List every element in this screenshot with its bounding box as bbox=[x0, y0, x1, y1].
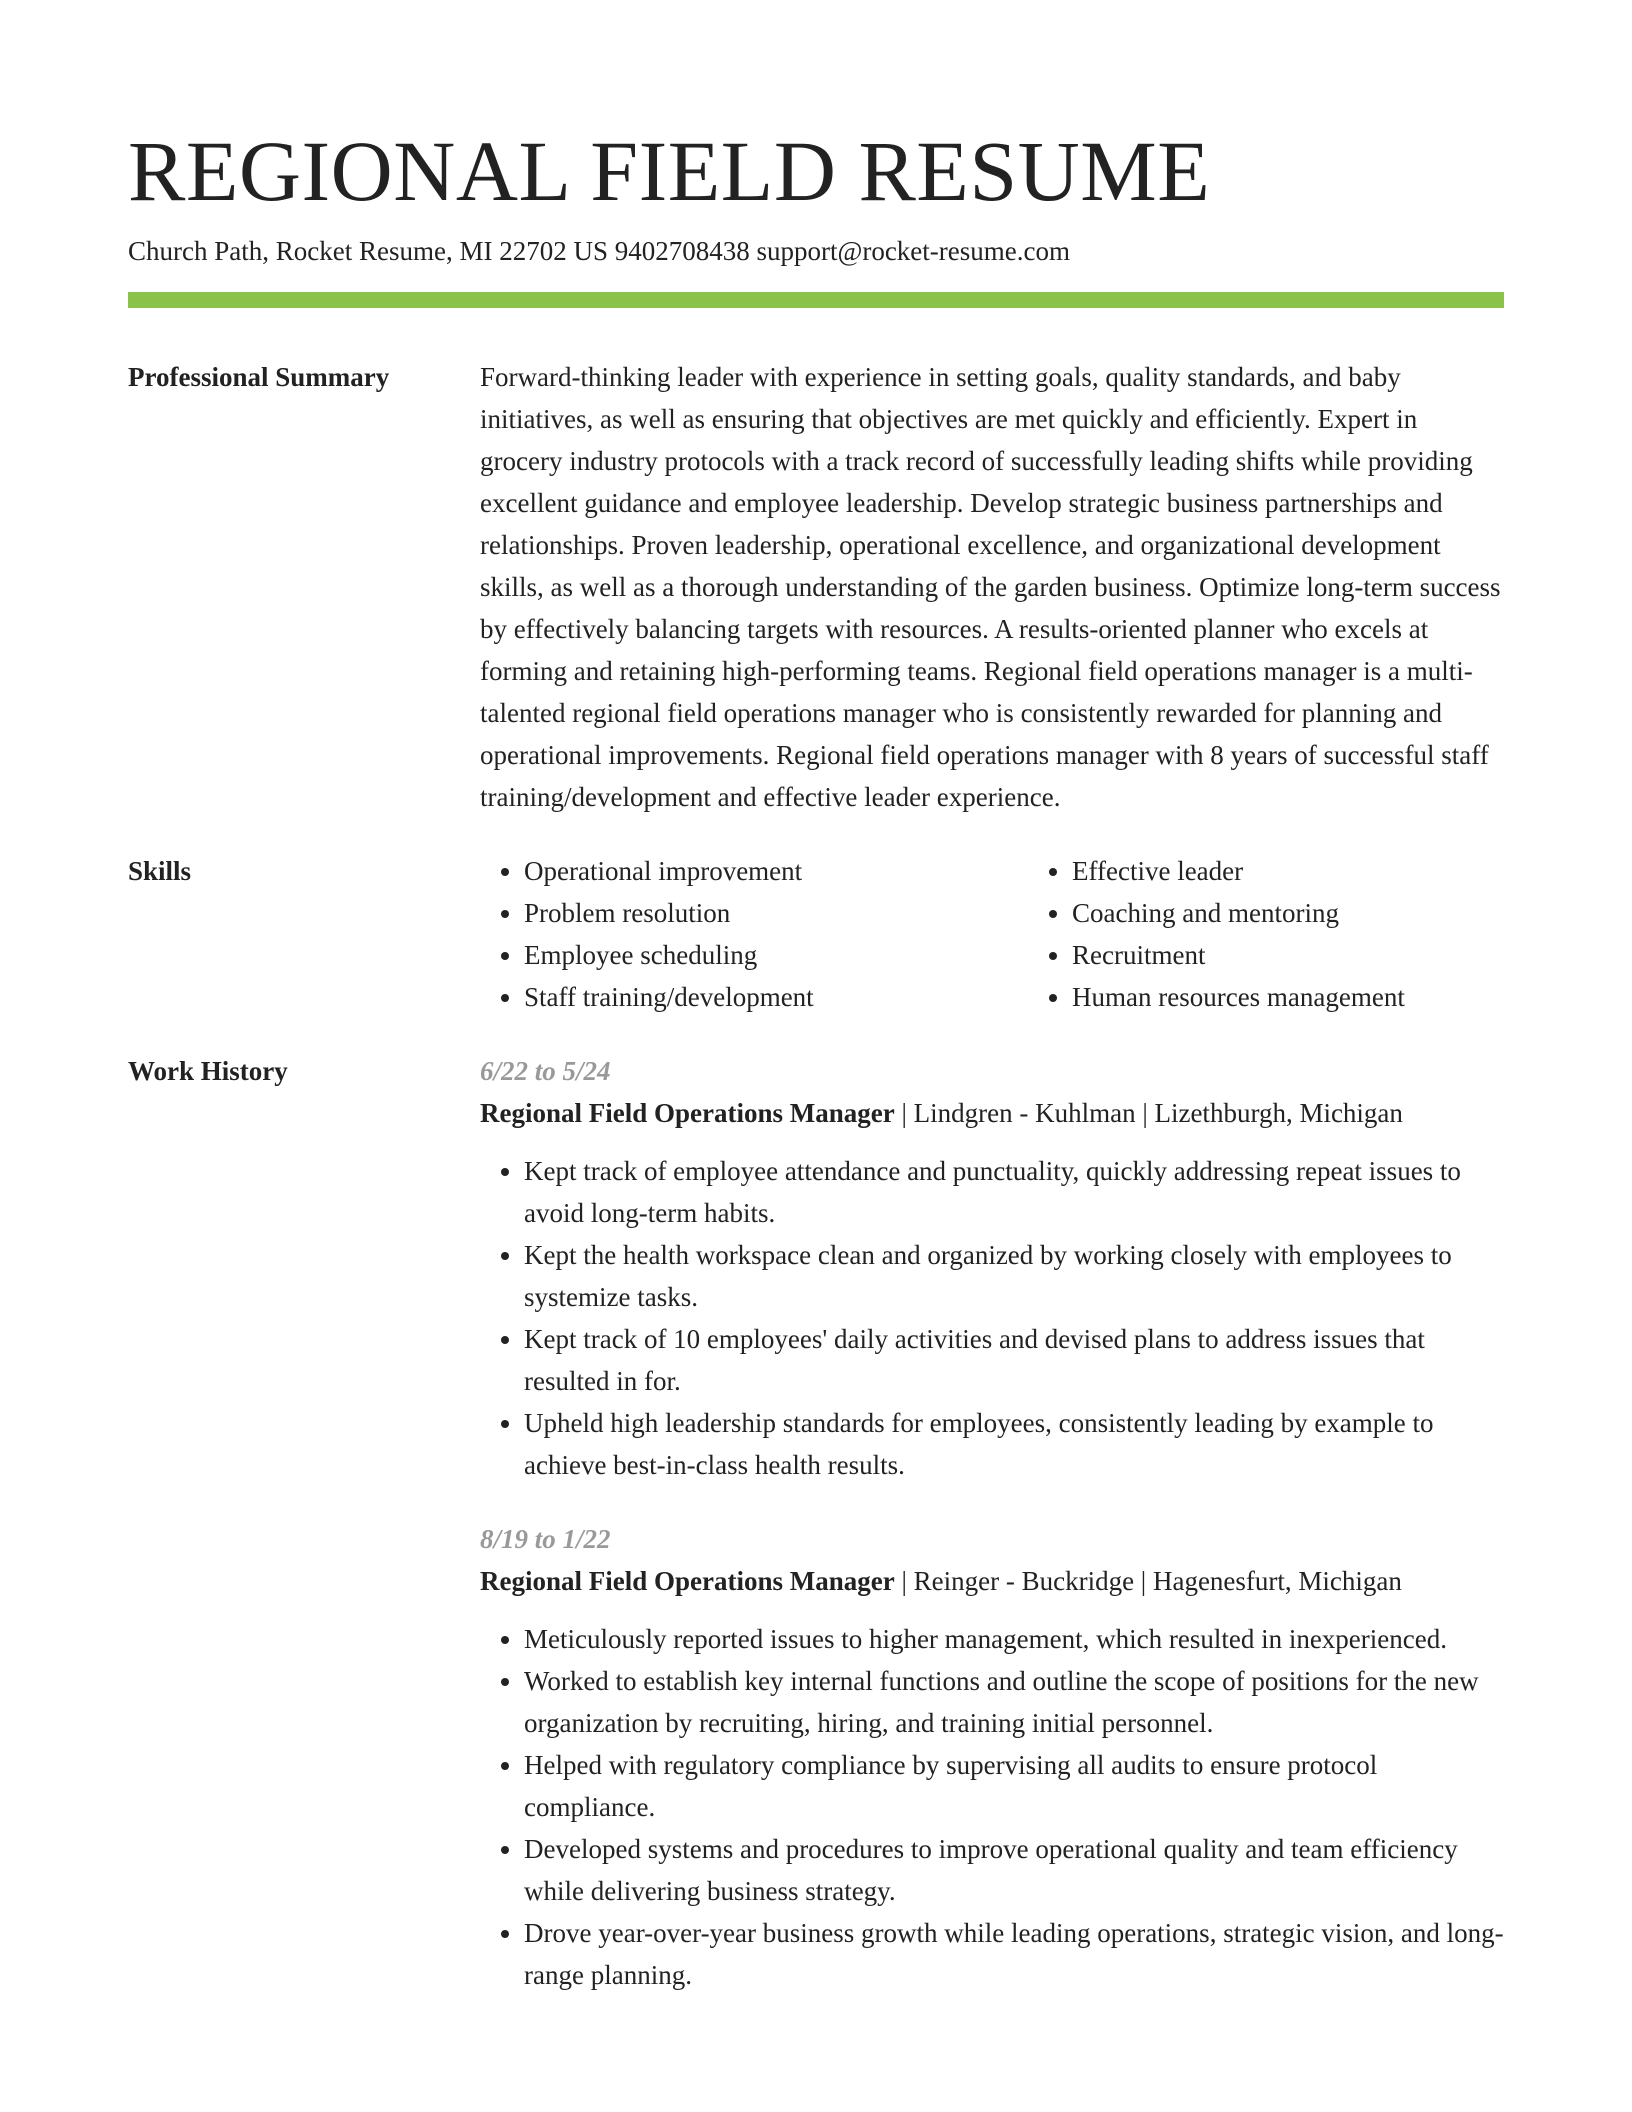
skill-item: • Human resources management bbox=[1072, 976, 1576, 1018]
job-bullet: • Kept track of 10 employees' daily activities and devised plans to address issues that resulted in for. bbox=[524, 1318, 1504, 1402]
section-label-skills: Skills bbox=[128, 856, 192, 886]
skill-item: • Employee scheduling bbox=[524, 934, 1028, 976]
job-title: Regional Field Operations Manager bbox=[480, 1566, 895, 1596]
work-history-section bbox=[128, 1050, 1504, 1996]
job-bullet: • Drove year-over-year business growth while leading operations, strategic vision, and long-range planning. bbox=[524, 1912, 1504, 1996]
job-details: | Reinger - Buckridge | Hagenesfurt, Michigan bbox=[894, 1566, 1402, 1596]
job-dates: 8/19 to 1/22 bbox=[480, 1524, 611, 1554]
job-bullet: • Upheld high leadership standards for employees, consistently leading by example to achieve best-in-class health results. bbox=[524, 1402, 1504, 1486]
job-heading bbox=[480, 1560, 1504, 1602]
skills-columns bbox=[480, 850, 1576, 1018]
skill-item: • Problem resolution bbox=[524, 892, 1028, 934]
job-heading bbox=[480, 1092, 1504, 1134]
resume-header bbox=[128, 118, 1504, 308]
professional-summary-section bbox=[128, 356, 1504, 818]
job-details: | Lindgren - Kuhlman | Lizethburgh, Michigan bbox=[894, 1098, 1403, 1128]
skills-body bbox=[480, 850, 1576, 1018]
skill-item: • Staff training/development bbox=[524, 976, 1028, 1018]
job-bullet: • Helped with regulatory compliance by supervising all audits to ensure protocol compliance. bbox=[524, 1744, 1504, 1828]
skill-item: • Recruitment bbox=[1072, 934, 1576, 976]
job-bullet-list bbox=[480, 1150, 1504, 1486]
summary-text: Forward-thinking leader with experience in setting goals, quality standards, and baby initiatives, as well as ensuring that objectives are met quickly and efficiently. Expert in grocery industry protocols with a track record of successfully leading shifts while providing excellent guidance and employee leadership. Develop strategic business partnerships and relationships. Proven leadership, operational excellence, and organizational development skills, as well as a thorough understanding of the garden business. Optimize long-term success by effectively balancing targets with resources. A results-oriented planner who excels at forming and retaining high-performing teams. Regional field operations manager is a multi-talented regional field operations manager who is consistently rewarded for planning and operational improvements. Regional field operations manager with 8 years of successful staff training/development and effective leader experience. bbox=[480, 362, 1501, 812]
job-title: Regional Field Operations Manager bbox=[480, 1098, 895, 1128]
section-label-summary: Professional Summary bbox=[128, 362, 390, 392]
skills-list-right bbox=[1028, 850, 1576, 1018]
section-label-work-history: Work History bbox=[128, 1056, 288, 1086]
skills-list-left bbox=[480, 850, 1028, 1018]
resume-name: REGIONAL FIELD RESUME bbox=[128, 123, 1211, 219]
accent-rule bbox=[128, 292, 1504, 308]
job-dates: 6/22 to 5/24 bbox=[480, 1056, 611, 1086]
job-entry bbox=[480, 1518, 1504, 1996]
job-bullet: • Developed systems and procedures to improve operational quality and team efficiency while delivering business strategy. bbox=[524, 1828, 1504, 1912]
skill-item: • Effective leader bbox=[1072, 850, 1576, 892]
job-bullet: • Kept track of employee attendance and punctuality, quickly addressing repeat issues to avoid long-term habits. bbox=[524, 1150, 1504, 1234]
skill-item: • Operational improvement bbox=[524, 850, 1028, 892]
skills-section bbox=[128, 850, 1504, 1018]
contact-line: Church Path, Rocket Resume, MI 22702 US 9402708438 support@rocket-resume.com bbox=[128, 236, 1070, 266]
job-entry bbox=[480, 1050, 1504, 1486]
skill-item: • Coaching and mentoring bbox=[1072, 892, 1576, 934]
job-bullet: • Meticulously reported issues to higher management, which resulted in inexperienced. bbox=[524, 1618, 1504, 1660]
job-bullet: • Kept the health workspace clean and organized by working closely with employees to systemize tasks. bbox=[524, 1234, 1504, 1318]
resume-page bbox=[128, 118, 1504, 1996]
job-bullet-list bbox=[480, 1618, 1504, 1996]
work-history-body bbox=[480, 1050, 1504, 1996]
job-bullet: • Worked to establish key internal functions and outline the scope of positions for the new organization by recruiting, hiring, and training initial personnel. bbox=[524, 1660, 1504, 1744]
